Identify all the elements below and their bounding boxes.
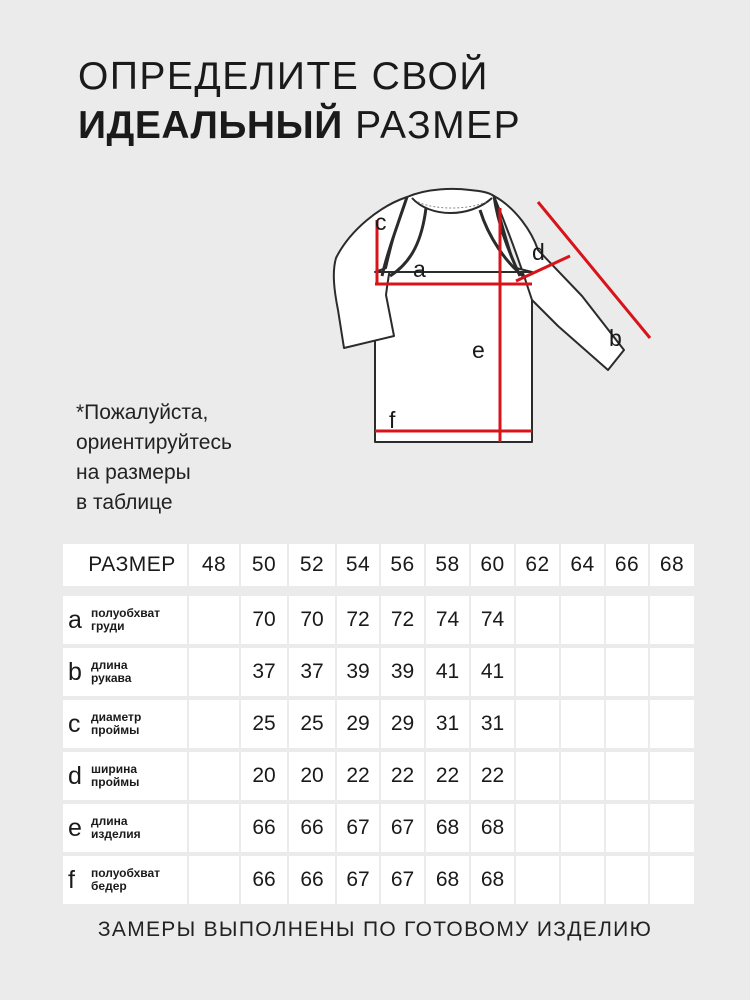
row-letter: a [68, 605, 82, 634]
row-description-line: полуобхват [91, 866, 161, 880]
table-cell-b-64 [561, 648, 604, 696]
label-d: d [532, 239, 545, 265]
size-header-54: 54 [337, 544, 379, 586]
row-label-f [63, 856, 187, 904]
row-label-c [63, 700, 187, 748]
table-cell-b-48 [189, 648, 239, 696]
size-table [63, 544, 694, 904]
note-line: *Пожалуйста, [76, 401, 209, 424]
table-cell-a-66 [606, 596, 648, 644]
size-header-56: 56 [381, 544, 424, 586]
table-cell-b-58: 41 [426, 648, 469, 696]
table-cell-d-58: 22 [426, 752, 469, 800]
table-cell-b-68 [650, 648, 694, 696]
table-cell-c-56: 29 [381, 700, 424, 748]
table-cell-a-64 [561, 596, 604, 644]
table-cell-e-56: 67 [381, 804, 424, 852]
row-description-line: проймы [91, 775, 140, 789]
table-cell-e-50: 66 [241, 804, 287, 852]
label-e: e [472, 337, 485, 363]
table-cell-f-60: 68 [471, 856, 514, 904]
row-description-line: диаметр [91, 710, 142, 724]
table-cell-a-56: 72 [381, 596, 424, 644]
note-line: в таблице [76, 491, 173, 514]
table-cell-c-62 [516, 700, 559, 748]
row-letter: e [68, 813, 82, 842]
size-header-68: 68 [650, 544, 694, 586]
size-header-64: 64 [561, 544, 604, 586]
table-cell-f-66 [606, 856, 648, 904]
table-cell-d-60: 22 [471, 752, 514, 800]
size-header-58: 58 [426, 544, 469, 586]
table-cell-d-66 [606, 752, 648, 800]
row-letter: d [68, 761, 82, 790]
row-description-line: проймы [91, 723, 140, 737]
label-f: f [389, 407, 396, 433]
table-cell-d-56: 22 [381, 752, 424, 800]
row-description [91, 867, 160, 893]
table-cell-c-66 [606, 700, 648, 748]
title-bold-word: ИДЕАЛЬНЫЙ [78, 104, 343, 147]
table-cell-c-50: 25 [241, 700, 287, 748]
table-cell-a-50: 70 [241, 596, 287, 644]
table-cell-c-54: 29 [337, 700, 379, 748]
size-header-62: 62 [516, 544, 559, 586]
title-line-2 [78, 101, 521, 150]
table-cell-a-52: 70 [289, 596, 335, 644]
table-cell-e-52: 66 [289, 804, 335, 852]
table-cell-e-66 [606, 804, 648, 852]
table-cell-d-48 [189, 752, 239, 800]
garment-measurement-diagram [320, 180, 660, 460]
row-description [91, 711, 141, 737]
row-description-line: длина [91, 814, 128, 828]
table-cell-f-48 [189, 856, 239, 904]
table-cell-f-52: 66 [289, 856, 335, 904]
table-cell-a-48 [189, 596, 239, 644]
row-description-line: длина [91, 658, 128, 672]
table-cell-e-62 [516, 804, 559, 852]
row-description-line: изделия [91, 827, 141, 841]
row-label-a [63, 596, 187, 644]
table-cell-a-62 [516, 596, 559, 644]
title-regular-word: РАЗМЕР [355, 104, 522, 147]
table-cell-e-64 [561, 804, 604, 852]
row-description [91, 815, 141, 841]
label-b: b [609, 325, 622, 351]
footer-note: ЗАМЕРЫ ВЫПОЛНЕНЫ ПО ГОТОВОМУ ИЗДЕЛИЮ [97, 918, 653, 941]
table-cell-c-58: 31 [426, 700, 469, 748]
table-cell-e-54: 67 [337, 804, 379, 852]
size-header-52: 52 [289, 544, 335, 586]
row-description [91, 763, 139, 789]
table-cell-c-64 [561, 700, 604, 748]
row-label-d [63, 752, 187, 800]
table-cell-e-48 [189, 804, 239, 852]
row-letter: f [68, 865, 75, 894]
table-cell-e-58: 68 [426, 804, 469, 852]
table-cell-c-52: 25 [289, 700, 335, 748]
row-description-line: бедер [91, 879, 127, 893]
table-cell-b-52: 37 [289, 648, 335, 696]
row-description-line: ширина [91, 762, 138, 776]
table-cell-b-62 [516, 648, 559, 696]
row-label-e [63, 804, 187, 852]
row-description-line: рукава [91, 671, 132, 685]
table-cell-f-56: 67 [381, 856, 424, 904]
table-cell-b-54: 39 [337, 648, 379, 696]
size-header-66: 66 [606, 544, 648, 586]
row-description [91, 607, 160, 633]
label-c: c [375, 209, 387, 235]
table-cell-c-60: 31 [471, 700, 514, 748]
table-cell-f-64 [561, 856, 604, 904]
note-line: на размеры [76, 461, 191, 484]
table-cell-c-48 [189, 700, 239, 748]
size-note [76, 398, 232, 518]
row-letter: c [68, 709, 81, 738]
table-cell-f-54: 67 [337, 856, 379, 904]
page-title [78, 52, 521, 150]
table-cell-f-62 [516, 856, 559, 904]
table-cell-d-54: 22 [337, 752, 379, 800]
table-cell-d-50: 20 [241, 752, 287, 800]
table-header-label: РАЗМЕР [63, 544, 187, 586]
table-cell-e-60: 68 [471, 804, 514, 852]
table-cell-a-54: 72 [337, 596, 379, 644]
row-description [91, 659, 131, 685]
table-cell-e-68 [650, 804, 694, 852]
label-a: a [413, 256, 426, 282]
table-cell-a-60: 74 [471, 596, 514, 644]
table-cell-b-60: 41 [471, 648, 514, 696]
note-line: ориентируйтесь [76, 431, 232, 454]
row-description-line: груди [91, 619, 125, 633]
table-cell-f-68 [650, 856, 694, 904]
size-header-60: 60 [471, 544, 514, 586]
table-cell-d-68 [650, 752, 694, 800]
table-cell-b-66 [606, 648, 648, 696]
row-label-b [63, 648, 187, 696]
table-cell-d-62 [516, 752, 559, 800]
row-description-line: полуобхват [91, 606, 161, 620]
table-cell-f-50: 66 [241, 856, 287, 904]
title-line-1: ОПРЕДЕЛИТЕ СВОЙ [78, 55, 489, 98]
size-header-48: 48 [189, 544, 239, 586]
table-cell-a-58: 74 [426, 596, 469, 644]
size-header-50: 50 [241, 544, 287, 586]
table-cell-c-68 [650, 700, 694, 748]
table-cell-f-58: 68 [426, 856, 469, 904]
table-cell-a-68 [650, 596, 694, 644]
table-cell-d-64 [561, 752, 604, 800]
table-cell-b-56: 39 [381, 648, 424, 696]
table-cell-d-52: 20 [289, 752, 335, 800]
table-cell-b-50: 37 [241, 648, 287, 696]
row-letter: b [68, 657, 82, 686]
